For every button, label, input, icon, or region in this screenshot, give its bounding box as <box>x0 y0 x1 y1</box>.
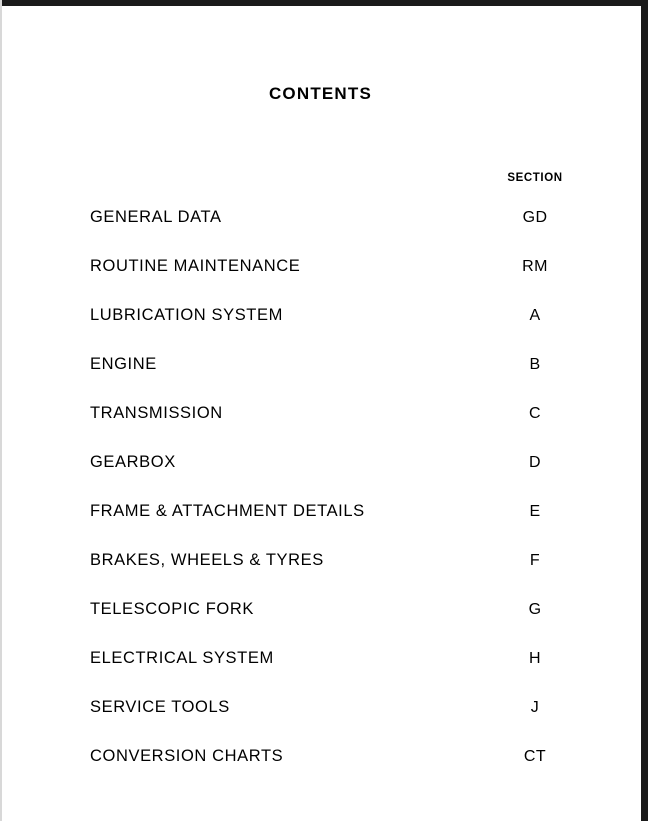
contents-row <box>0 487 641 536</box>
page-title: CONTENTS <box>268 84 373 103</box>
contents-entry-code: CT <box>523 748 547 765</box>
contents-entry-code: RM <box>522 258 548 275</box>
contents-entry-code: H <box>529 650 541 667</box>
contents-row <box>0 732 641 781</box>
contents-list <box>0 193 641 781</box>
page-edge-right <box>641 0 648 821</box>
contents-row <box>0 242 641 291</box>
contents-entry-name: CONVERSION CHARTS <box>90 747 284 765</box>
contents-entry-name: ENGINE <box>90 355 157 373</box>
contents-entry-code: GD <box>522 209 548 226</box>
section-column-header: SECTION <box>507 172 563 184</box>
contents-row <box>0 536 641 585</box>
contents-row <box>0 438 641 487</box>
contents-row <box>0 389 641 438</box>
contents-entry-name: FRAME & ATTACHMENT DETAILS <box>90 502 365 520</box>
contents-row <box>0 193 641 242</box>
contents-entry-name: SERVICE TOOLS <box>90 698 230 716</box>
contents-entry-name: TELESCOPIC FORK <box>90 600 254 618</box>
contents-entry-code: A <box>529 307 541 324</box>
contents-row <box>0 291 641 340</box>
contents-entry-code: C <box>529 405 541 422</box>
contents-entry-code: G <box>528 601 542 618</box>
contents-entry-code: E <box>529 503 541 520</box>
contents-entry-name: GEARBOX <box>90 453 176 471</box>
contents-entry-name: ELECTRICAL SYSTEM <box>90 649 274 667</box>
contents-row <box>0 585 641 634</box>
contents-row <box>0 634 641 683</box>
contents-row <box>0 683 641 732</box>
contents-entry-name: LUBRICATION SYSTEM <box>90 306 283 324</box>
contents-entry-name: GENERAL DATA <box>90 208 222 226</box>
contents-row <box>0 340 641 389</box>
contents-entry-code: D <box>529 454 541 471</box>
contents-entry-code: J <box>530 699 540 716</box>
contents-entry-name: BRAKES, WHEELS & TYRES <box>90 551 324 569</box>
page-edge-top <box>0 0 648 6</box>
contents-entry-name: TRANSMISSION <box>90 404 223 422</box>
contents-entry-name: ROUTINE MAINTENANCE <box>90 257 301 275</box>
contents-entry-code: F <box>529 552 541 569</box>
contents-entry-code: B <box>529 356 541 373</box>
